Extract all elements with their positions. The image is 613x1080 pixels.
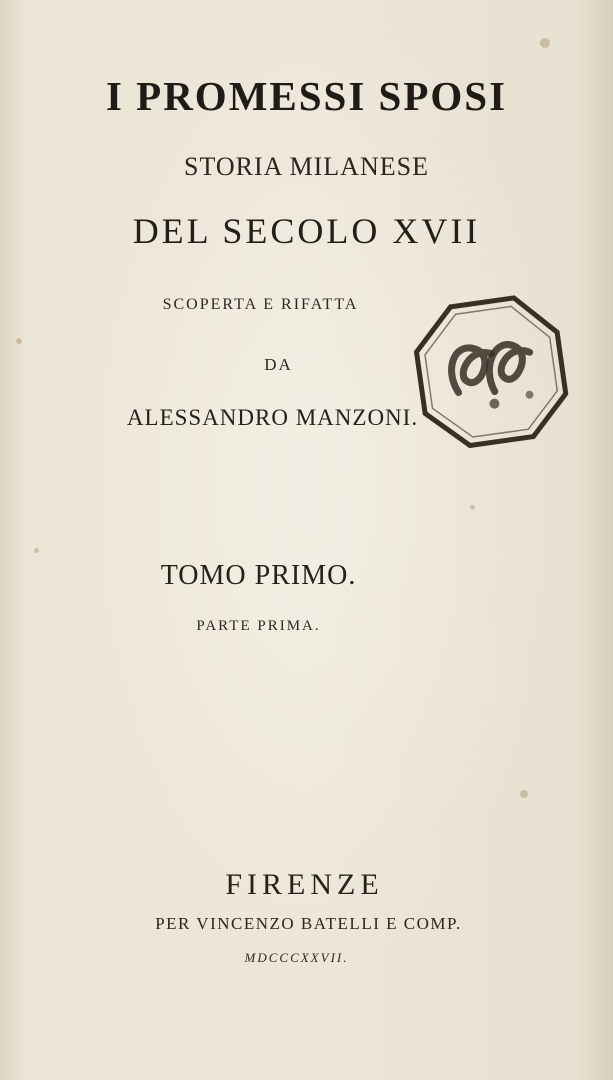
imprint-year: MDCCCXXVII.: [244, 950, 349, 965]
subtitle-secolo: DEL SECOLO XVII: [132, 211, 481, 251]
subtitle-scoperta: SCOPERTA E RIFATTA: [162, 296, 359, 313]
paper-foxing-spot: [16, 338, 22, 344]
volume-label: TOMO PRIMO.: [160, 560, 357, 591]
subtitle-storia: STORIA MILANESE: [184, 152, 429, 181]
paper-foxing-spot: [520, 790, 528, 798]
part-label: PARTE PRIMA.: [196, 618, 321, 634]
imprint-city: FIRENZE: [225, 868, 384, 901]
by-line: DA: [264, 355, 293, 374]
author-name: ALESSANDRO MANZONI.: [126, 405, 419, 430]
paper-foxing-spot: [470, 505, 475, 510]
paper-foxing-spot: [540, 38, 550, 48]
paper-foxing-spot: [34, 548, 39, 553]
book-title: I PROMESSI SPOSI: [105, 73, 508, 119]
imprint-publisher: PER VINCENZO BATELLI E COMP.: [155, 914, 462, 933]
ownership-stamp-icon: [408, 292, 572, 452]
